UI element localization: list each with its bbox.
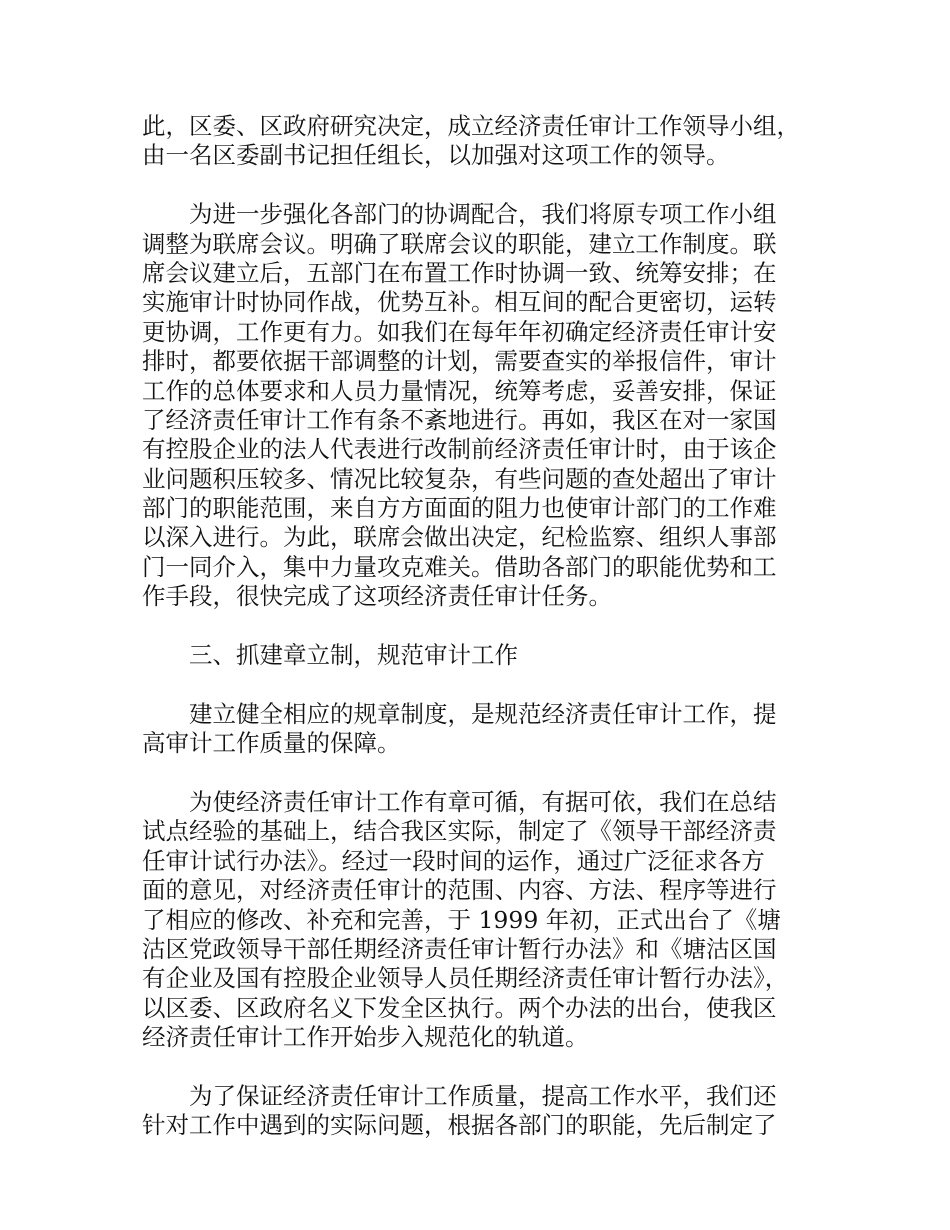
text-line: 为了保证经济责任审计工作质量，提高工作水平，我们还 bbox=[189, 1081, 777, 1110]
text-line: 经济责任审计工作开始步入规范化的轨道。 bbox=[142, 1023, 589, 1052]
text-line: 沽区党政领导干部任期经济责任审计暂行办法》和《塘沽区国 bbox=[142, 934, 777, 963]
text-line: 任审计试行办法》。经过一段时间的运作，通过广泛征求各方 bbox=[142, 846, 765, 875]
text-line: 了经济责任审计工作有条不紊地进行。再如，我区在对一家国 bbox=[142, 405, 777, 434]
text-line: 部门的职能范围，来自方方面面的阻力也使审计部门的工作难 bbox=[142, 494, 777, 523]
paragraph-spacer bbox=[142, 670, 832, 699]
text-line: 了相应的修改、补充和完善，于 1999 年初，正式出台了《塘 bbox=[142, 905, 781, 934]
text-line: 三、抓建章立制，规范审计工作 bbox=[189, 641, 518, 670]
text-line: 排时，都要依据干部调整的计划，需要查实的举报信件，审计 bbox=[142, 347, 777, 376]
text-line: 业问题积压较多、情况比较复杂，有些问题的查处超出了审计 bbox=[142, 464, 777, 493]
text-line: 针对工作中遇到的实际问题，根据各部门的职能，先后制定了 bbox=[142, 1111, 777, 1140]
text-line: 面的意见，对经济责任审计的范围、内容、方法、程序等进行 bbox=[142, 876, 777, 905]
text-line: 建立健全相应的规章制度，是规范经济责任审计工作，提 bbox=[189, 699, 777, 728]
text-line: 实施审计时协同作战，优势互补。相互间的配合更密切，运转 bbox=[142, 288, 777, 317]
paragraph bbox=[142, 1082, 832, 1141]
text-line: 更协调，工作更有力。如我们在每年年初确定经济责任审计安 bbox=[142, 317, 777, 346]
text-line: 为使经济责任审计工作有章可循，有据可依，我们在总结 bbox=[189, 787, 777, 816]
paragraph bbox=[142, 200, 832, 611]
text-line: 试点经验的基础上，结合我区实际，制定了《领导干部经济责 bbox=[142, 817, 777, 846]
paragraph bbox=[142, 700, 832, 759]
paragraph-spacer bbox=[142, 759, 832, 788]
section-heading bbox=[142, 641, 832, 670]
text-line: 席会议建立后，五部门在布置工作时协调一致、统筹安排；在 bbox=[142, 258, 777, 287]
text-line: 以区委、区政府名义下发全区执行。两个办法的出台，使我区 bbox=[142, 993, 777, 1022]
paragraph bbox=[142, 112, 832, 171]
text-line: 高审计工作质量的保障。 bbox=[142, 729, 401, 758]
paragraph-spacer bbox=[142, 1053, 832, 1082]
text-line: 调整为联席会议。明确了联席会议的职能，建立工作制度。联 bbox=[142, 229, 777, 258]
text-line: 由一名区委副书记担任组长，以加强对这项工作的领导。 bbox=[142, 141, 730, 170]
text-line: 有控股企业的法人代表进行改制前经济责任审计时，由于该企 bbox=[142, 435, 777, 464]
text-line: 门一同介入，集中力量攻克难关。借助各部门的职能优势和工 bbox=[142, 552, 777, 581]
paragraph bbox=[142, 788, 832, 1053]
paragraph-spacer bbox=[142, 612, 832, 641]
text-line: 以深入进行。为此，联席会做出决定，纪检监察、组织人事部 bbox=[142, 523, 777, 552]
text-line: 此，区委、区政府研究决定，成立经济责任审计工作领导小组， bbox=[142, 112, 800, 140]
text-line: 工作的总体要求和人员力量情况，统筹考虑，妥善安排，保证 bbox=[142, 376, 777, 405]
document-body bbox=[142, 112, 832, 1141]
paragraph-spacer bbox=[142, 171, 832, 200]
text-line: 有企业及国有控股企业领导人员任期经济责任审计暂行办法》， bbox=[142, 964, 789, 993]
text-line: 为进一步强化各部门的协调配合，我们将原专项工作小组 bbox=[189, 200, 777, 229]
text-line: 作手段，很快完成了这项经济责任审计任务。 bbox=[142, 582, 612, 611]
